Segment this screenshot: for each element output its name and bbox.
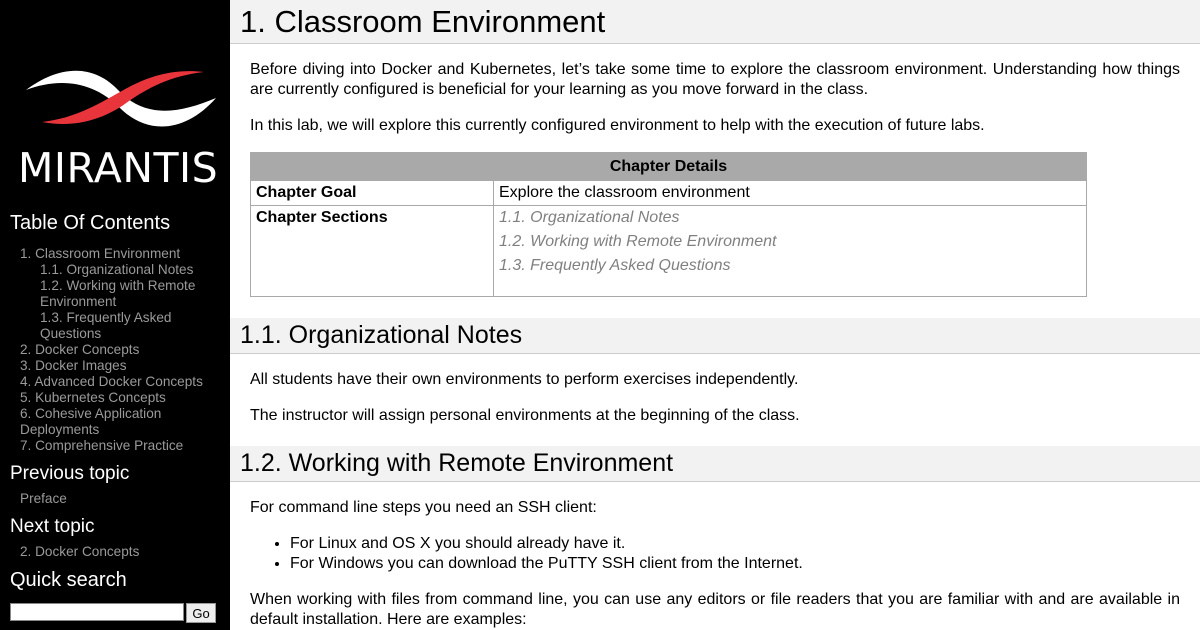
list-item: • For Linux and OS X you should already have it. bbox=[290, 534, 803, 554]
mirantis-logo[interactable] bbox=[18, 62, 224, 192]
previous-topic-link[interactable]: Preface bbox=[20, 491, 67, 506]
sidebar bbox=[0, 0, 230, 630]
page-title-bar bbox=[230, 0, 1200, 44]
next-topic-title: Next topic bbox=[10, 516, 95, 537]
quick-search-title: Quick search bbox=[10, 569, 127, 591]
section-link-remote-environment[interactable]: 1.2. Working with Remote Environment bbox=[499, 233, 777, 250]
toc-item-comprehensive-practice[interactable]: 7. Comprehensive Practice bbox=[20, 438, 184, 453]
ssh-client-list bbox=[290, 534, 803, 574]
list-item: • For Windows you can download the PuTTY SSH client from the Internet. bbox=[290, 554, 803, 574]
s2-paragraph-2: When working with files from command line, you can use any editors or file readers that you are familiar with and are available in default installation. Here are examples: bbox=[250, 591, 1180, 628]
s1-paragraph-2: The instructor will assign personal environments at the beginning of the class. bbox=[250, 407, 800, 424]
chapter-details-header: Chapter Details bbox=[251, 153, 1087, 181]
toc-item-docker-images[interactable]: 3. Docker Images bbox=[20, 358, 127, 373]
search-input[interactable] bbox=[10, 603, 184, 621]
next-topic-link[interactable]: 2. Docker Concepts bbox=[20, 544, 140, 559]
toc-item-label[interactable]: 1. Classroom Environment bbox=[20, 246, 181, 261]
page-title: 1. Classroom Environment bbox=[240, 4, 606, 39]
chapter-sections-label: Chapter Sections bbox=[251, 206, 494, 297]
intro-paragraph-1: Before diving into Docker and Kubernetes, let’s take some time to explore the classroom environment. Understanding how things are currently configured is beneficial for your learning as you move forward in the class. bbox=[250, 61, 1180, 98]
intro-paragraph-2: In this lab, we will explore this currently configured environment to help with the execution of future labs. bbox=[250, 117, 985, 134]
toc-item-classroom-environment[interactable] bbox=[20, 246, 220, 342]
section-link-organizational-notes[interactable]: 1.1. Organizational Notes bbox=[499, 209, 680, 226]
toc-item-remote-environment[interactable]: 1.2. Working with Remote Environment bbox=[40, 278, 196, 309]
section-heading-remote-environment bbox=[230, 446, 1200, 482]
chapter-goal-value: Explore the classroom environment bbox=[494, 181, 1087, 206]
section-heading-organizational-notes bbox=[230, 318, 1200, 354]
chapter-sections-list bbox=[494, 206, 1087, 297]
section-title: 1.2. Working with Remote Environment bbox=[240, 449, 674, 477]
brand-name: MIRANTIS bbox=[18, 144, 219, 192]
previous-topic-title: Previous topic bbox=[10, 463, 130, 484]
toc-item-organizational-notes[interactable]: 1.1. Organizational Notes bbox=[40, 262, 194, 277]
table-of-contents bbox=[20, 246, 220, 454]
chapter-goal-label: Chapter Goal bbox=[251, 181, 494, 206]
s1-paragraph-1: All students have their own environments to perform exercises independently. bbox=[250, 371, 799, 388]
section-link-faq[interactable]: 1.3. Frequently Asked Questions bbox=[499, 257, 731, 274]
section-title: 1.1. Organizational Notes bbox=[240, 321, 523, 349]
toc-item-docker-concepts[interactable]: 2. Docker Concepts bbox=[20, 342, 140, 357]
toc-item-faq[interactable]: 1.3. Frequently Asked Questions bbox=[40, 310, 172, 341]
toc-item-cohesive-deployments[interactable]: 6. Cohesive Application Deployments bbox=[20, 406, 162, 437]
toc-item-advanced-docker[interactable]: 4. Advanced Docker Concepts bbox=[20, 374, 203, 389]
toc-title: Table Of Contents bbox=[10, 212, 171, 234]
chapter-details-table bbox=[250, 152, 1087, 297]
search-go-button[interactable]: Go bbox=[186, 603, 216, 623]
toc-item-kubernetes-concepts[interactable]: 5. Kubernetes Concepts bbox=[20, 390, 166, 405]
s2-paragraph-1: For command line steps you need an SSH client: bbox=[250, 499, 597, 516]
main-content bbox=[230, 0, 1200, 630]
mirantis-logo-mark-icon bbox=[18, 62, 224, 142]
